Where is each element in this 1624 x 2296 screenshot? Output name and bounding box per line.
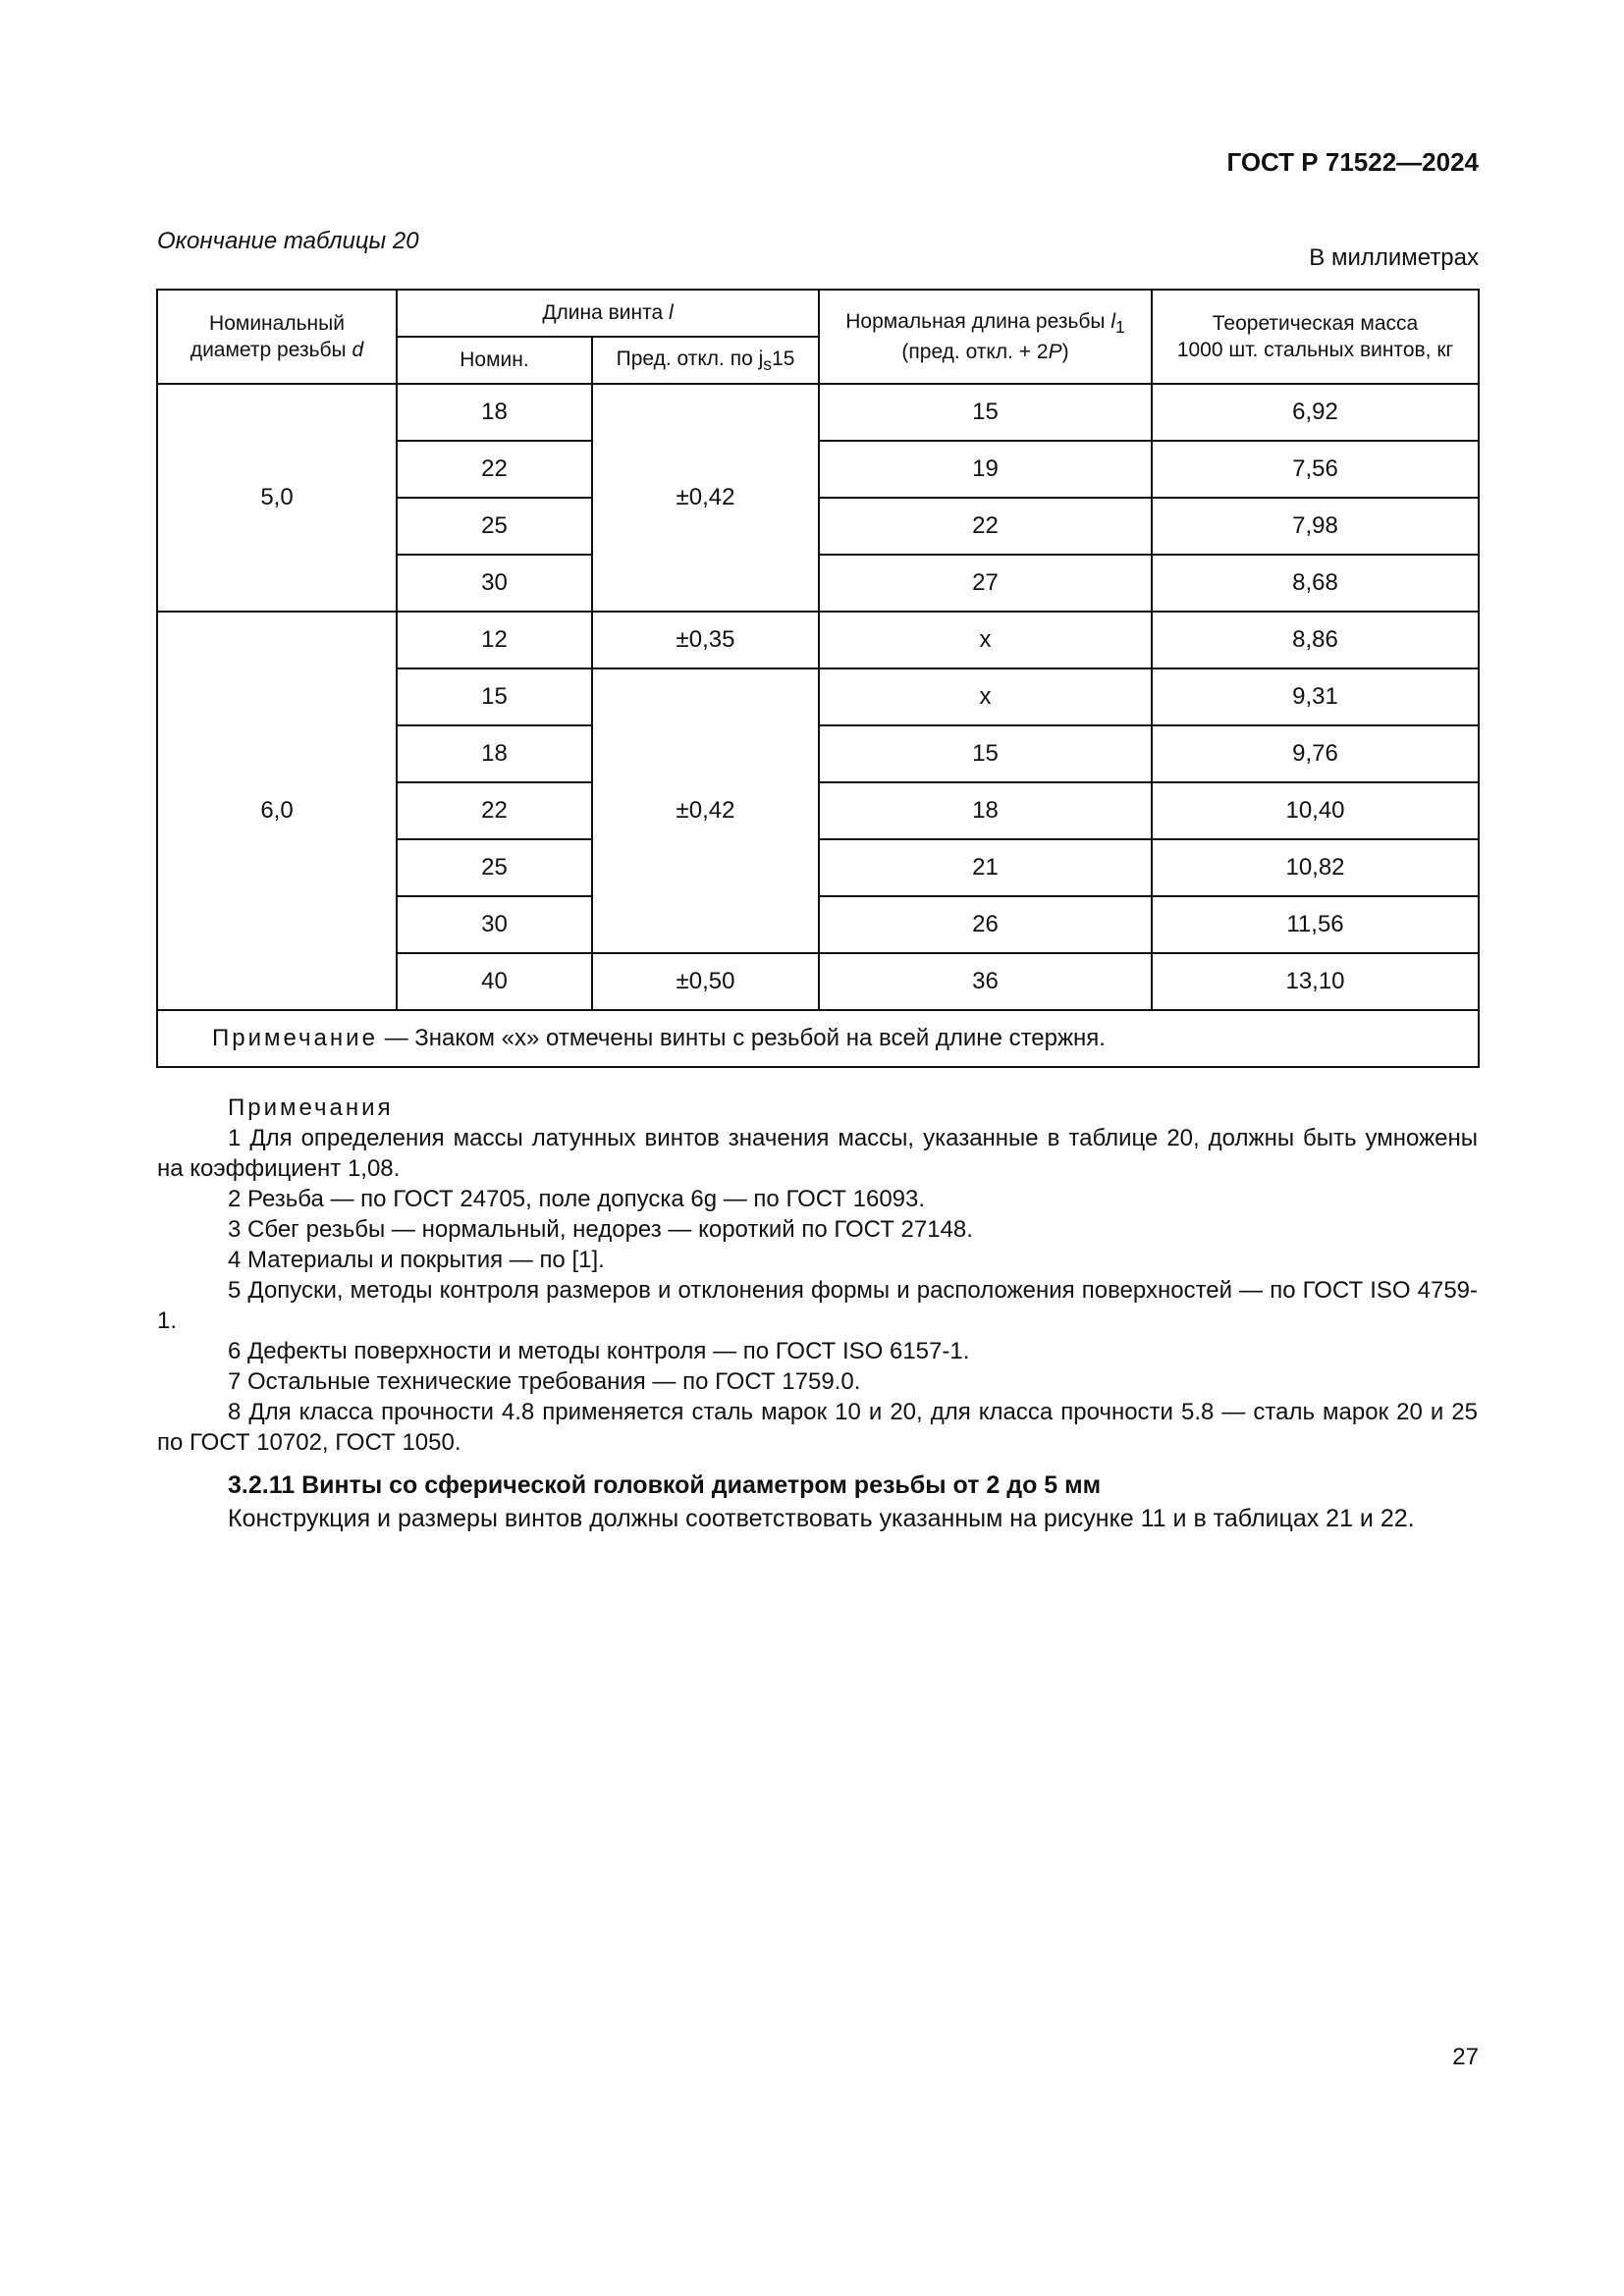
header-thread-length: Нормальная длина резьбы $l_1$ (пред. откл. + 2P) <box>819 290 1152 384</box>
section-text: Конструкция и размеры винтов должны соответствовать указанным на рисунке 11 и в таблицах 21 и 22. <box>228 1505 1415 1532</box>
header-tolerance: Пред. откл. по $j_s15$ <box>592 337 819 384</box>
length-cell: 30 <box>397 896 592 953</box>
thread-cell: x <box>819 612 1152 668</box>
length-cell: 22 <box>397 782 592 839</box>
diameter-cell: 5,0 <box>157 384 397 612</box>
thread-cell: 18 <box>819 782 1152 839</box>
units-label: В миллиметрах <box>1309 244 1479 271</box>
table-row <box>157 612 1479 668</box>
table-row <box>157 384 1479 441</box>
tolerance-cell: ±0,35 <box>592 612 819 668</box>
mass-cell: 9,76 <box>1152 725 1479 782</box>
mass-cell: 6,92 <box>1152 384 1479 441</box>
diameter-cell: 6,0 <box>157 612 397 1010</box>
header-diameter: Номинальный диаметр резьбы d <box>157 290 397 384</box>
tolerance-cell: ±0,50 <box>592 953 819 1010</box>
length-cell: 25 <box>397 839 592 896</box>
length-cell: 18 <box>397 384 592 441</box>
thread-cell: 22 <box>819 498 1152 555</box>
header-mass: Теоретическая масса 1000 шт. стальных винтов, кг <box>1152 290 1479 384</box>
thread-cell: 21 <box>819 839 1152 896</box>
note-item: 8 Для класса прочности 4.8 применяется сталь марок 10 и 20, для класса прочности 5.8 — сталь марок 20 и 25 по ГОСТ 10702, ГОСТ 1050. <box>157 1399 1478 1456</box>
note-item: 2 Резьба — по ГОСТ 24705, поле допуска 6g — по ГОСТ 16093. <box>228 1186 926 1212</box>
header-length: Длина винта l <box>397 290 819 337</box>
length-cell: 12 <box>397 612 592 668</box>
mass-cell: 8,68 <box>1152 555 1479 612</box>
standard-code: ГОСТ Р 71522—2024 <box>1226 147 1479 177</box>
thread-cell: 26 <box>819 896 1152 953</box>
thread-cell: 36 <box>819 953 1152 1010</box>
notes-title: Примечания <box>228 1095 394 1121</box>
note-item: 3 Сбег резьбы — нормальный, недорез — короткий по ГОСТ 27148. <box>228 1216 973 1243</box>
length-cell: 18 <box>397 725 592 782</box>
length-cell: 15 <box>397 668 592 725</box>
tolerance-cell: ±0,42 <box>592 384 819 612</box>
mass-cell: 10,82 <box>1152 839 1479 896</box>
mass-cell: 8,86 <box>1152 612 1479 668</box>
note-item: 7 Остальные технические требования — по ГОСТ 1759.0. <box>228 1368 861 1395</box>
length-cell: 40 <box>397 953 592 1010</box>
thread-cell: 27 <box>819 555 1152 612</box>
note-item: 5 Допуски, методы контроля размеров и отклонения формы и расположения поверхностей — по ГОСТ ISO 4759-1. <box>157 1277 1478 1334</box>
mass-cell: 7,56 <box>1152 441 1479 498</box>
notes-block <box>157 1093 1478 1458</box>
note-item: 1 Для определения массы латунных винтов значения массы, указанные в таблице 20, должны быть умножены на коэффициент 1,08. <box>157 1125 1478 1182</box>
mass-cell: 13,10 <box>1152 953 1479 1010</box>
table-note-row <box>157 1010 1479 1067</box>
thread-cell: 19 <box>819 441 1152 498</box>
thread-cell: x <box>819 668 1152 725</box>
header-nominal: Номин. <box>397 337 592 384</box>
screw-table <box>156 289 1480 1068</box>
note-item: 6 Дефекты поверхности и методы контроля — по ГОСТ ISO 6157-1. <box>228 1338 970 1364</box>
thread-cell: 15 <box>819 384 1152 441</box>
length-cell: 22 <box>397 441 592 498</box>
page-number: 27 <box>1452 2044 1479 2070</box>
mass-cell: 7,98 <box>1152 498 1479 555</box>
length-cell: 25 <box>397 498 592 555</box>
length-cell: 30 <box>397 555 592 612</box>
mass-cell: 11,56 <box>1152 896 1479 953</box>
table-note: Примечание — Знаком «x» отмечены винты с резьбой на всей длине стержня. <box>157 1010 1479 1067</box>
thread-cell: 15 <box>819 725 1152 782</box>
tolerance-cell: ±0,42 <box>592 668 819 953</box>
mass-cell: 10,40 <box>1152 782 1479 839</box>
mass-cell: 9,31 <box>1152 668 1479 725</box>
section-3-2-11 <box>157 1468 1478 1535</box>
table-caption: Окончание таблицы 20 <box>157 228 419 254</box>
note-item: 4 Материалы и покрытия — по [1]. <box>228 1247 605 1273</box>
section-heading: 3.2.11 Винты со сферической головкой диаметром резьбы от 2 до 5 мм <box>228 1471 1102 1499</box>
